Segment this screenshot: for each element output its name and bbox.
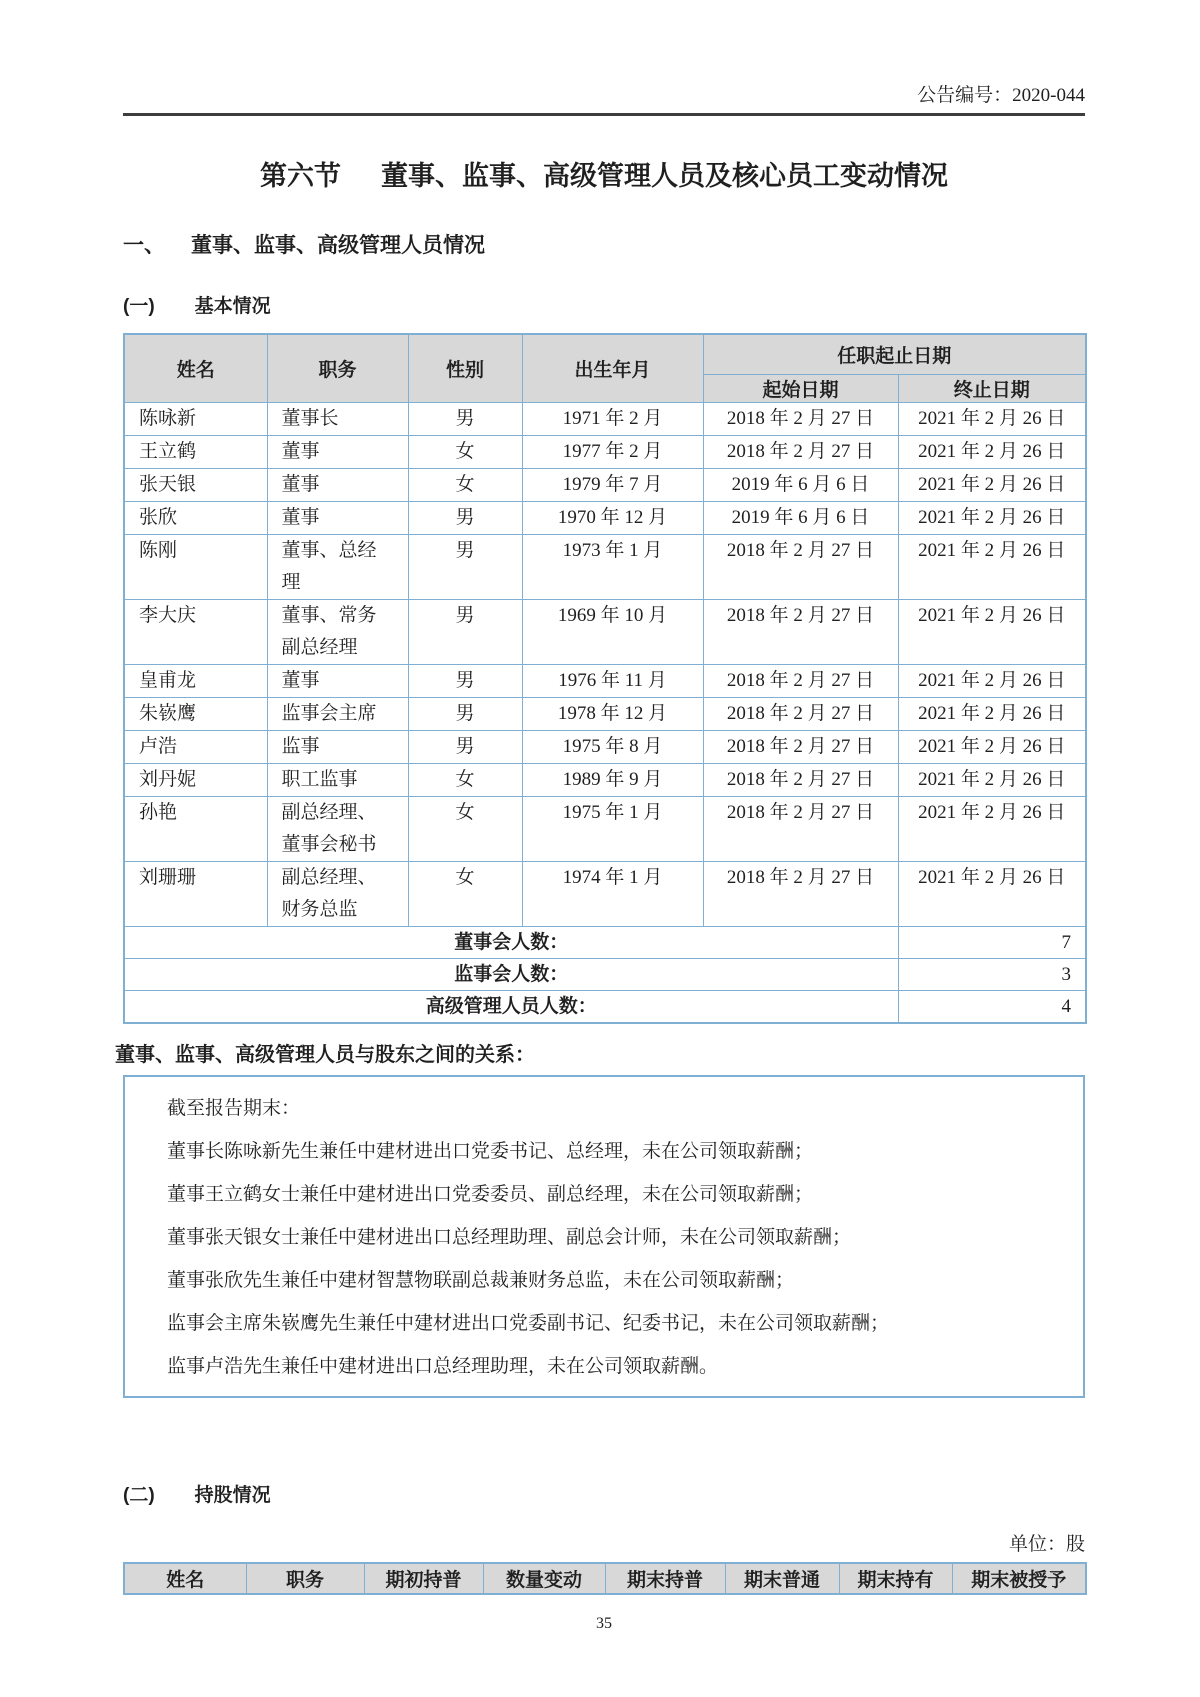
cell-start-date: 2018 年 2 月 27 日 <box>703 435 898 468</box>
unit-label: 单位：股 <box>1008 1533 1085 1555</box>
cell-position: 副总经理、财务总监 <box>267 861 408 926</box>
summary-label-supervisors: 监事会人数： <box>124 958 898 990</box>
col-header-position: 职务 <box>267 334 408 402</box>
summary-row-board <box>124 926 1086 958</box>
cell-start-date: 2018 年 2 月 27 日 <box>703 796 898 861</box>
summary-label-board: 董事会人数： <box>124 926 898 958</box>
cell-position: 董事、常务副总经理 <box>267 599 408 664</box>
cell-gender: 女 <box>408 763 522 796</box>
shareholding-header-row <box>124 1563 1086 1594</box>
table-row <box>124 730 1086 763</box>
heading-shareholding <box>123 1480 1085 1507</box>
cell-name: 卢浩 <box>124 730 267 763</box>
cell-start-date: 2018 年 2 月 27 日 <box>703 534 898 599</box>
table-row <box>124 501 1086 534</box>
summary-row-executives <box>124 990 1086 1023</box>
cell-gender: 男 <box>408 730 522 763</box>
cell-position: 董事、总经理 <box>267 534 408 599</box>
cell-end-date: 2021 年 2 月 26 日 <box>898 730 1086 763</box>
cell-position: 董事长 <box>267 402 408 435</box>
cell-birth: 1974 年 1 月 <box>522 861 703 926</box>
cell-end-date: 2021 年 2 月 26 日 <box>898 468 1086 501</box>
cell-name: 刘珊珊 <box>124 861 267 926</box>
summary-value-executives: 4 <box>898 990 1086 1023</box>
cell-gender: 男 <box>408 664 522 697</box>
heading-level1-text: 董事、监事、高级管理人员情况 <box>191 234 485 257</box>
cell-start-date: 2018 年 2 月 27 日 <box>703 730 898 763</box>
cell-position: 董事 <box>267 664 408 697</box>
cell-position: 监事会主席 <box>267 697 408 730</box>
basic-table-header-row1 <box>124 334 1086 374</box>
heading-shareholding-prefix: (二) <box>123 1484 155 1506</box>
relation-paragraph: 监事会主席朱嵚鹰先生兼任中建材进出口党委副书记、纪委书记，未在公司领取薪酬； <box>167 1312 890 1334</box>
basic-info-table <box>123 333 1087 1024</box>
shareholding-header-cell: 姓名 <box>124 1563 246 1594</box>
basic-table-summary <box>124 926 1086 1023</box>
cell-birth: 1970 年 12 月 <box>522 501 703 534</box>
col-header-start-date: 起始日期 <box>703 374 898 402</box>
shareholding-header-cell: 期末普通 <box>725 1563 839 1594</box>
cell-start-date: 2018 年 2 月 27 日 <box>703 664 898 697</box>
basic-table-head <box>124 334 1086 402</box>
cell-birth: 1977 年 2 月 <box>522 435 703 468</box>
page-number: 35 <box>596 1614 612 1632</box>
cell-name: 王立鹤 <box>124 435 267 468</box>
cell-gender: 男 <box>408 501 522 534</box>
cell-birth: 1976 年 11 月 <box>522 664 703 697</box>
relations-heading: 董事、监事、高级管理人员与股东之间的关系： <box>115 1043 535 1066</box>
table-row <box>124 468 1086 501</box>
cell-gender: 男 <box>408 402 522 435</box>
summary-label-executives: 高级管理人员人数： <box>124 990 898 1023</box>
table-row <box>124 861 1086 926</box>
table-row <box>124 697 1086 730</box>
cell-gender: 男 <box>408 599 522 664</box>
cell-position: 董事 <box>267 501 408 534</box>
heading-basic-info-prefix: (一) <box>123 296 155 317</box>
cell-end-date: 2021 年 2 月 26 日 <box>898 501 1086 534</box>
section-title <box>123 154 1085 193</box>
cell-gender: 女 <box>408 861 522 926</box>
cell-name: 张欣 <box>124 501 267 534</box>
shareholding-header-cell: 期末持有 <box>839 1563 952 1594</box>
cell-position: 职工监事 <box>267 763 408 796</box>
cell-position: 董事 <box>267 435 408 468</box>
cell-gender: 男 <box>408 697 522 730</box>
cell-birth: 1979 年 7 月 <box>522 468 703 501</box>
cell-birth: 1978 年 12 月 <box>522 697 703 730</box>
section-title-text: 董事、监事、高级管理人员及核心员工变动情况 <box>381 161 948 191</box>
heading-level1 <box>123 229 1085 259</box>
shareholding-table <box>123 1562 1087 1595</box>
cell-name: 李大庆 <box>124 599 267 664</box>
shareholding-header-cell: 期末持普 <box>605 1563 725 1594</box>
shareholding-header-cell: 职务 <box>246 1563 364 1594</box>
cell-name: 朱嵚鹰 <box>124 697 267 730</box>
basic-table-body <box>124 402 1086 926</box>
cell-name: 皇甫龙 <box>124 664 267 697</box>
col-header-gender: 性别 <box>408 334 522 402</box>
cell-gender: 女 <box>408 435 522 468</box>
cell-gender: 女 <box>408 468 522 501</box>
table-row <box>124 796 1086 861</box>
cell-name: 陈咏新 <box>124 402 267 435</box>
cell-name: 孙艳 <box>124 796 267 861</box>
shareholding-header-cell: 期初持普 <box>364 1563 483 1594</box>
table-row <box>124 599 1086 664</box>
heading-shareholding-text: 持股情况 <box>194 1484 271 1506</box>
cell-birth: 1989 年 9 月 <box>522 763 703 796</box>
relation-paragraph: 监事卢浩先生兼任中建材进出口总经理助理，未在公司领取薪酬。 <box>167 1355 719 1377</box>
shareholding-header-cell: 数量变动 <box>483 1563 605 1594</box>
announcement-number: 公告编号：2020-044 <box>917 85 1085 106</box>
cell-start-date: 2018 年 2 月 27 日 <box>703 697 898 730</box>
cell-birth: 1975 年 1 月 <box>522 796 703 861</box>
cell-start-date: 2019 年 6 月 6 日 <box>703 468 898 501</box>
header-rule <box>123 113 1085 116</box>
col-header-tenure: 任职起止日期 <box>703 334 1086 374</box>
cell-end-date: 2021 年 2 月 26 日 <box>898 534 1086 599</box>
cell-end-date: 2021 年 2 月 26 日 <box>898 763 1086 796</box>
heading-basic-info <box>123 291 1085 318</box>
relation-paragraph: 董事长陈咏新先生兼任中建材进出口党委书记、总经理，未在公司领取薪酬； <box>167 1140 814 1162</box>
cell-end-date: 2021 年 2 月 26 日 <box>898 697 1086 730</box>
table-row <box>124 534 1086 599</box>
cell-start-date: 2018 年 2 月 27 日 <box>703 402 898 435</box>
relation-paragraph: 董事张欣先生兼任中建材智慧物联副总裁兼财务总监，未在公司领取薪酬； <box>167 1269 795 1291</box>
cell-end-date: 2021 年 2 月 26 日 <box>898 435 1086 468</box>
relation-paragraph: 截至报告期末： <box>167 1097 301 1119</box>
cell-gender: 男 <box>408 534 522 599</box>
summary-value-supervisors: 3 <box>898 958 1086 990</box>
cell-gender: 女 <box>408 796 522 861</box>
cell-start-date: 2018 年 2 月 27 日 <box>703 599 898 664</box>
cell-position: 监事 <box>267 730 408 763</box>
relation-paragraph: 董事张天银女士兼任中建材进出口总经理助理、副总会计师，未在公司领取薪酬； <box>167 1226 852 1248</box>
section-title-prefix: 第六节 <box>260 161 341 191</box>
cell-start-date: 2018 年 2 月 27 日 <box>703 763 898 796</box>
summary-value-board: 7 <box>898 926 1086 958</box>
cell-position: 董事 <box>267 468 408 501</box>
table-row <box>124 435 1086 468</box>
cell-end-date: 2021 年 2 月 26 日 <box>898 796 1086 861</box>
page-content <box>115 0 1085 1633</box>
relations-box <box>123 1075 1085 1398</box>
cell-name: 刘丹妮 <box>124 763 267 796</box>
cell-end-date: 2021 年 2 月 26 日 <box>898 599 1086 664</box>
cell-birth: 1975 年 8 月 <box>522 730 703 763</box>
cell-birth: 1969 年 10 月 <box>522 599 703 664</box>
summary-row-supervisors <box>124 958 1086 990</box>
shareholding-header-cell: 期末被授予 <box>952 1563 1086 1594</box>
col-header-birth: 出生年月 <box>522 334 703 402</box>
cell-start-date: 2018 年 2 月 27 日 <box>703 861 898 926</box>
heading-level1-prefix: 一、 <box>123 234 165 257</box>
cell-end-date: 2021 年 2 月 26 日 <box>898 402 1086 435</box>
relation-paragraph: 董事王立鹤女士兼任中建材进出口党委委员、副总经理，未在公司领取薪酬； <box>167 1183 814 1205</box>
cell-birth: 1971 年 2 月 <box>522 402 703 435</box>
col-header-end-date: 终止日期 <box>898 374 1086 402</box>
cell-name: 张天银 <box>124 468 267 501</box>
table-row <box>124 664 1086 697</box>
col-header-name: 姓名 <box>124 334 267 402</box>
cell-name: 陈刚 <box>124 534 267 599</box>
cell-end-date: 2021 年 2 月 26 日 <box>898 861 1086 926</box>
cell-start-date: 2019 年 6 月 6 日 <box>703 501 898 534</box>
cell-end-date: 2021 年 2 月 26 日 <box>898 664 1086 697</box>
cell-birth: 1973 年 1 月 <box>522 534 703 599</box>
table-row <box>124 402 1086 435</box>
table-row <box>124 763 1086 796</box>
cell-position: 副总经理、董事会秘书 <box>267 796 408 861</box>
heading-basic-info-text: 基本情况 <box>194 296 271 317</box>
